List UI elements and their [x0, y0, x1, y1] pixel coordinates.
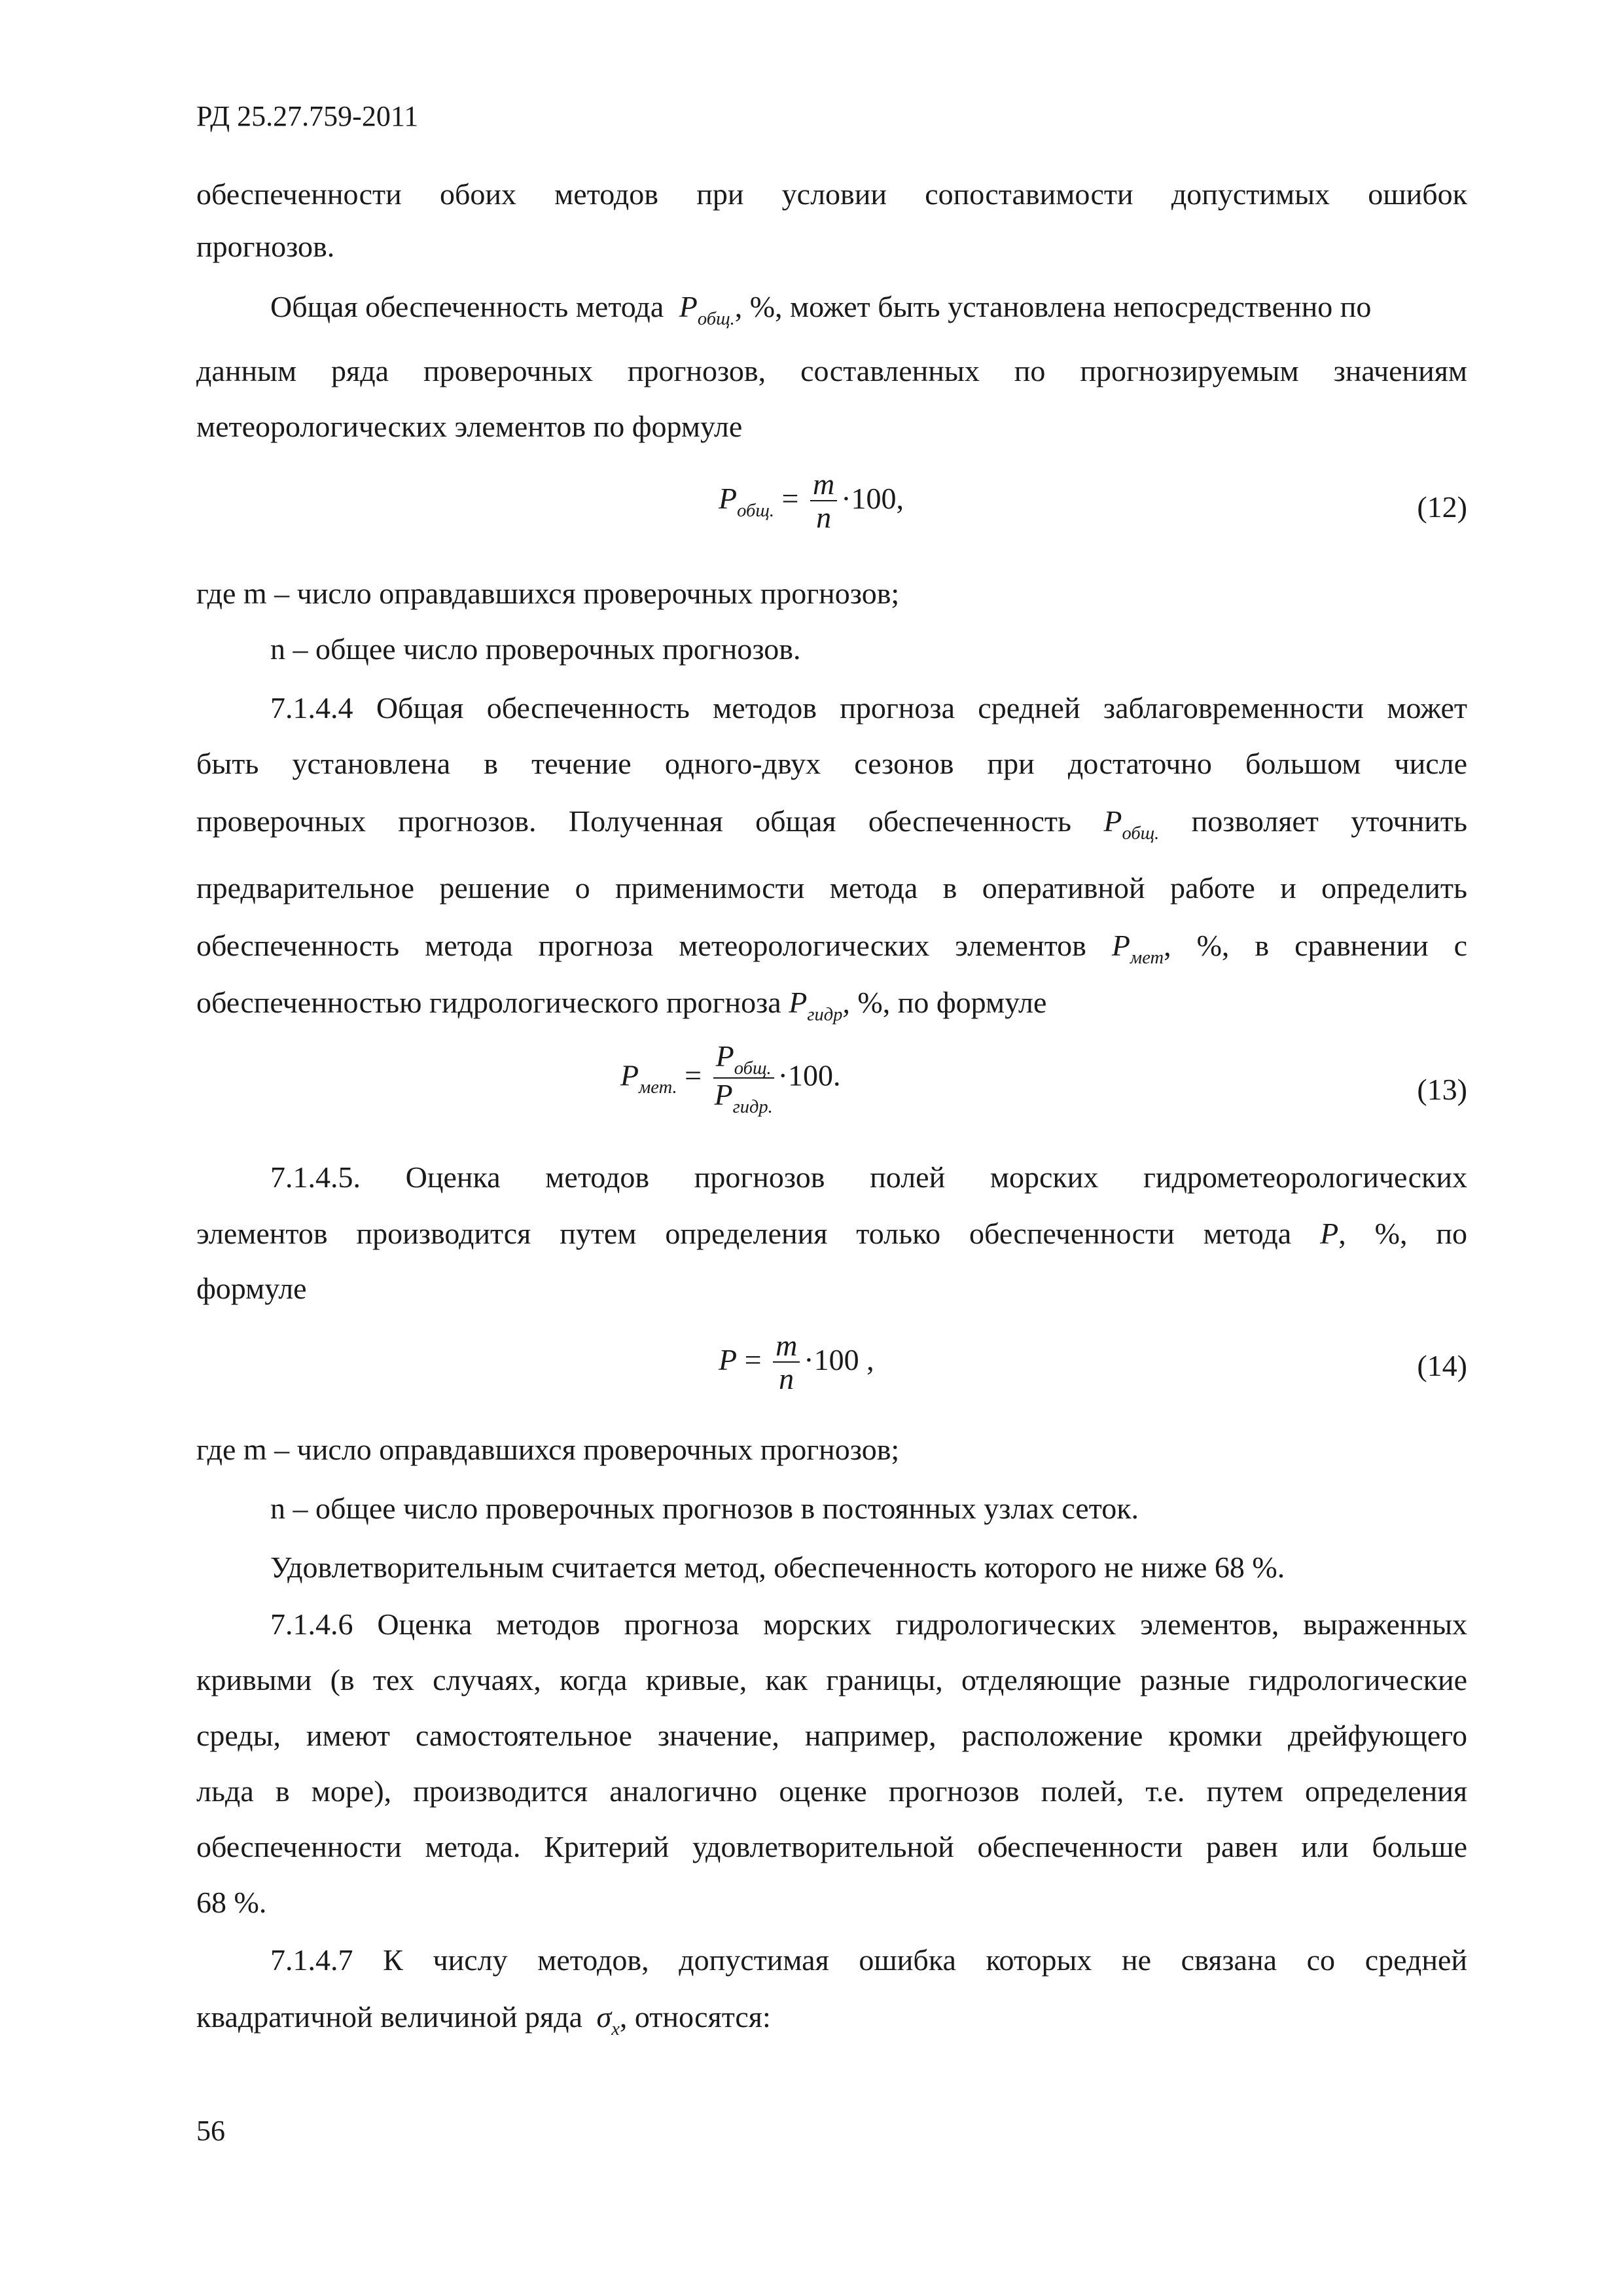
equation-number: (14) [1417, 1349, 1467, 1382]
paragraph-line: предварительное решение о применимости метода в оперативной работе и определить [196, 871, 1467, 905]
document-code-header: РД 25.27.759-2011 [196, 100, 419, 132]
paragraph-line: 7.1.4.5. Оценка методов прогнозов полей морских гидрометеорологических [270, 1160, 1467, 1194]
paragraph-line: быть установлена в течение одного-двух сезонов при достаточно большом числе [196, 747, 1467, 780]
paragraph-line: прогнозов. [196, 230, 335, 263]
paragraph-line: Удовлетворительным считается метод, обеспеченность которого не ниже 68 %. [270, 1551, 1285, 1584]
equation-number: (13) [1417, 1073, 1467, 1106]
formula-12: $P_{общ.}$ = $\frac{m}{n}$ ·100, [719, 467, 904, 535]
where-n-line: n – общее число проверочных прогнозов. [270, 632, 801, 666]
paragraph-line: элементов производится путем определения только обеспеченности метода P, %, по [196, 1217, 1468, 1250]
paragraph-line: 7.1.4.6 Оценка методов прогноза морских гидрологических элементов, выраженных [270, 1607, 1467, 1641]
formula-14: P = $\frac{m}{n}$ ·100 , [719, 1329, 874, 1396]
paragraph-line: проверочных прогнозов. Полученная общая обеспеченность $P_{общ.}$ позволяет уточнить [196, 804, 1467, 844]
paragraph-line: данным ряда проверочных прогнозов, составленных по прогнозируемым значениям [196, 354, 1467, 387]
paragraph-line: среды, имеют самостоятельное значение, например, расположение кромки дрейфующего [196, 1719, 1467, 1752]
paragraph-line: обеспеченности обоих методов при условии сопоставимости допустимых ошибок [196, 177, 1467, 211]
paragraph-line: 7.1.4.7 К числу методов, допустимая ошибка которых не связана со средней [270, 1943, 1467, 1977]
paragraph-line: квадратичной величиной ряда $\sigma_x$, относятся: [196, 2000, 771, 2039]
paragraph-line: Общая обеспеченность метода $P_{общ.}$, %, может быть установлена непосредственно по [270, 290, 1372, 329]
paragraph-line: кривыми (в тех случаях, когда кривые, как границы, отделяющие разные гидрологические [196, 1663, 1467, 1696]
paragraph-line: обеспеченностью гидрологического прогноза $P_{гидр}$, %, по формуле [196, 986, 1047, 1025]
paragraph-line: 68 %. [196, 1886, 267, 1919]
where-m-line: где m – число оправдавшихся проверочных прогнозов; [196, 577, 900, 610]
equation-number: (12) [1417, 490, 1467, 524]
formula-13: $P_{мет.}$ = $\frac{P_{общ.}}{P_{гидр.}}$ ·100. [620, 1039, 841, 1117]
paragraph-line: обеспеченности метода. Критерий удовлетворительной обеспеченности равен или больше [196, 1830, 1467, 1863]
where-n-line: n – общее число проверочных прогнозов в постоянных узлах сеток. [270, 1492, 1139, 1525]
paragraph-line: обеспеченность метода прогноза метеорологических элементов $P_{мет}$, %, в сравнении с [196, 929, 1467, 968]
paragraph-line: 7.1.4.4 Общая обеспеченность методов прогноза средней заблаговременности может [270, 691, 1467, 725]
paragraph-line: формуле [196, 1272, 307, 1305]
page-number: 56 [196, 2115, 225, 2147]
where-m-line: где m – число оправдавшихся проверочных прогнозов; [196, 1433, 900, 1466]
paragraph-line: метеорологических элементов по формуле [196, 410, 743, 443]
paragraph-line: льда в море), производится аналогично оценке прогнозов полей, т.е. путем определения [196, 1774, 1467, 1808]
